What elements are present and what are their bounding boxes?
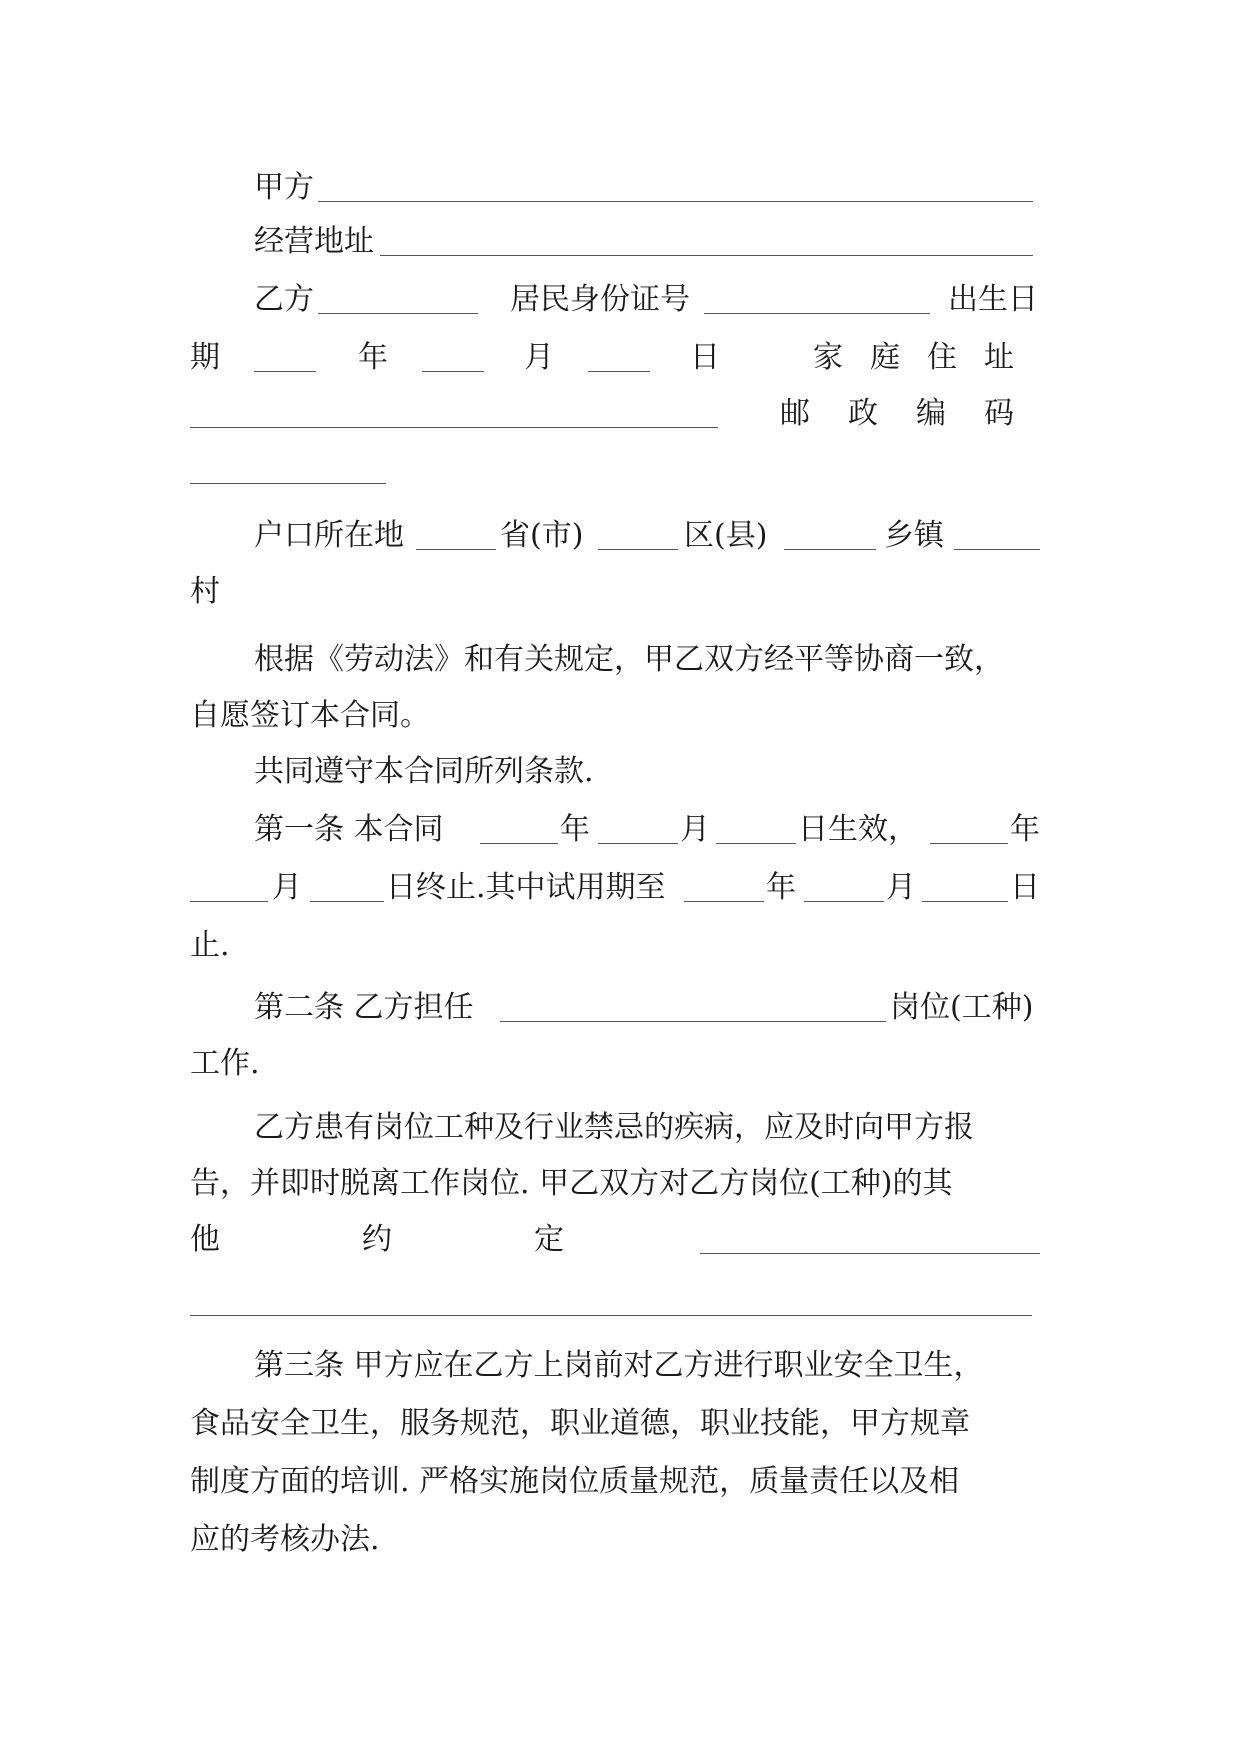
birth-month-label: 月 (524, 340, 554, 375)
preamble-text-1: 根据《劳动法》和有关规定，甲乙双方经平等协商一致， (254, 642, 1004, 677)
a1-end-month-blank[interactable] (190, 901, 268, 902)
birth-date-line (190, 338, 1050, 378)
township-label: 乡镇 (884, 518, 944, 553)
a1-ends-label: 日终止.其中试用期至 (386, 870, 666, 905)
preamble-text-2: 自愿签订本合同。 (190, 698, 430, 733)
a1-probation-month-blank[interactable] (804, 901, 884, 902)
a3-text-3: 制度方面的培训. 严格实施岗位质量规范，质量责任以及相 (190, 1464, 960, 1499)
article-2-line-1 (190, 988, 1050, 1028)
a2-other-blank-1[interactable] (700, 1253, 1040, 1254)
home-address-char-4: 址 (984, 340, 1014, 375)
a1-end-day-blank[interactable] (310, 901, 384, 902)
township-blank[interactable] (784, 549, 876, 550)
a1-probation-day-label: 日 (1010, 870, 1040, 905)
home-address-blank[interactable] (190, 427, 718, 428)
a1-start-year-blank[interactable] (480, 843, 558, 844)
a1-probation-day-blank[interactable] (922, 901, 1008, 902)
a1-end-month-label: 月 (272, 870, 302, 905)
a3-text-4: 应的考核办法. (190, 1522, 380, 1557)
birth-year-blank[interactable] (254, 371, 316, 372)
preamble-line-2 (190, 696, 1050, 736)
birth-year-label: 年 (358, 340, 388, 375)
a1-end-text: 止. (190, 928, 230, 963)
village-line (190, 572, 1050, 612)
postal-code-blank[interactable] (190, 483, 386, 484)
a3-text-1: 第三条 甲方应在乙方上岗前对乙方进行职业安全卫生， (254, 1348, 984, 1383)
a1-start-month-label: 月 (680, 812, 710, 847)
a1-start-day-blank[interactable] (716, 843, 796, 844)
district-label: 区(县) (684, 518, 768, 553)
party-b-blank[interactable] (318, 313, 478, 314)
party-b-line (190, 280, 1050, 320)
a1-effective-label: 日生效， (798, 812, 918, 847)
business-address-label: 经营地址 (254, 224, 374, 259)
a2-text-1: 乙方患有岗位工种及行业禁忌的疾病，应及时向甲方报 (254, 1110, 974, 1145)
a2-text-2: 告，并即时脱离工作岗位. 甲乙双方对乙方岗位(工种)的其 (190, 1166, 953, 1201)
article-3-line-2 (190, 1404, 1050, 1444)
article-2-line-6 (190, 1282, 1050, 1322)
postal-code-line (190, 450, 1050, 490)
postal-code-char-4: 码 (984, 396, 1014, 431)
article-1-line-3 (190, 926, 1050, 966)
preamble-line-3 (190, 752, 1050, 792)
a2-other-char-3: 定 (534, 1222, 564, 1257)
village-label: 村 (190, 574, 220, 609)
province-blank[interactable] (416, 549, 496, 550)
birth-day-blank[interactable] (588, 371, 650, 372)
a1-end-year-label: 年 (1010, 812, 1040, 847)
article-2-line-4 (190, 1164, 1050, 1204)
a1-probation-year-blank[interactable] (684, 901, 764, 902)
birth-month-blank[interactable] (422, 371, 484, 372)
postal-code-char-2: 政 (848, 396, 878, 431)
household-label: 户口所在地 (254, 518, 404, 553)
a1-end-year-blank[interactable] (930, 843, 1008, 844)
home-address-char-2: 庭 (870, 340, 900, 375)
postal-code-char-3: 编 (916, 396, 946, 431)
a1-start-year-label: 年 (560, 812, 590, 847)
household-line (190, 516, 1050, 556)
district-blank[interactable] (598, 549, 678, 550)
a2-post-label: 岗位(工种) (890, 990, 1034, 1025)
article-1-line-2 (190, 868, 1050, 908)
party-a-label: 甲方 (254, 170, 314, 205)
party-b-label: 乙方 (254, 282, 314, 317)
birth-day-label: 日 (690, 340, 720, 375)
postal-code-char-1: 邮 (780, 396, 810, 431)
article-2-head: 第二条 乙方担任 (254, 990, 474, 1025)
a1-probation-month-label: 月 (886, 870, 916, 905)
article-1-line-1 (190, 810, 1050, 850)
business-address-blank[interactable] (380, 255, 1033, 256)
article-2-line-2 (190, 1044, 1050, 1084)
a2-work-label: 工作. (190, 1046, 260, 1081)
province-label: 省(市) (500, 518, 584, 553)
a2-post-blank[interactable] (500, 1021, 886, 1022)
home-address-char-1: 家 (813, 340, 843, 375)
a1-start-month-blank[interactable] (598, 843, 678, 844)
birth-label: 出生日 (948, 282, 1038, 317)
article-2-line-3 (190, 1108, 1050, 1148)
party-a-line (190, 168, 1050, 208)
article-2-line-5 (190, 1220, 1050, 1260)
preamble-text-3: 共同遵守本合同所列条款. (254, 754, 594, 789)
preamble-line-1 (190, 640, 1050, 680)
article-3-line-1 (190, 1346, 1050, 1386)
village-blank[interactable] (954, 549, 1040, 550)
a2-other-char-2: 约 (362, 1222, 392, 1257)
id-number-blank[interactable] (704, 313, 930, 314)
article-1-head: 第一条 本合同 (254, 812, 444, 847)
a1-probation-year-label: 年 (766, 870, 796, 905)
id-number-label: 居民身份证号 (510, 282, 690, 317)
article-3-line-3 (190, 1462, 1050, 1502)
party-a-blank[interactable] (318, 201, 1033, 202)
business-address-line (190, 222, 1050, 262)
article-3-line-4 (190, 1520, 1050, 1560)
home-address-char-3: 住 (927, 340, 957, 375)
a2-other-char-1: 他 (190, 1222, 220, 1257)
a2-other-blank-2[interactable] (190, 1315, 1032, 1316)
home-address-postal-line (190, 394, 1050, 434)
birth-label-cont: 期 (190, 340, 220, 375)
a3-text-2: 食品安全卫生，服务规范，职业道德，职业技能，甲方规章 (190, 1406, 970, 1441)
